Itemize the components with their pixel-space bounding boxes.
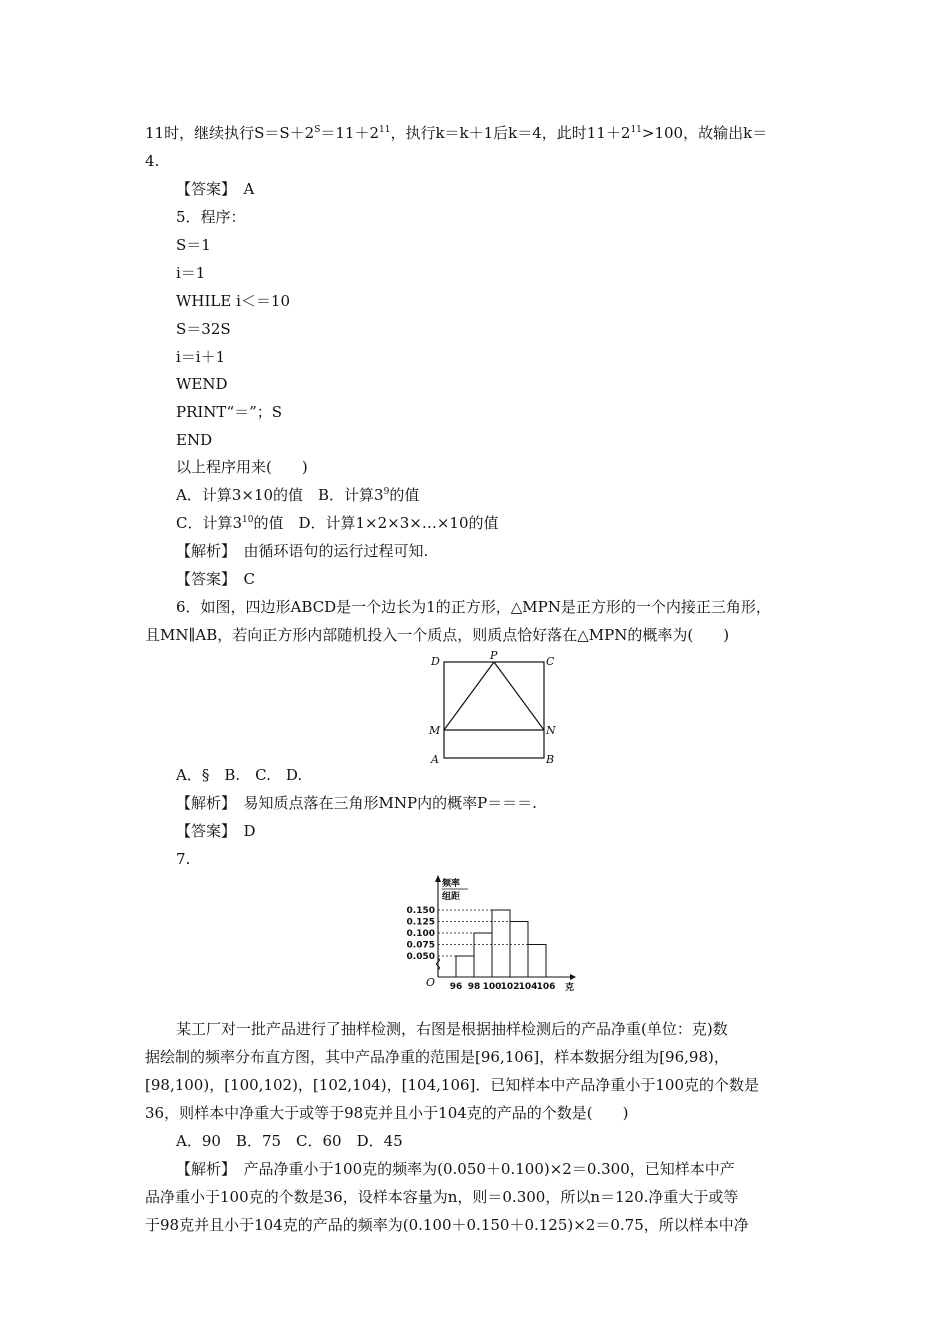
code-line: PRINT“＝”；S [176,403,283,421]
code-line: S＝1 [176,236,211,254]
text: ，执行k＝k＋1后k＝4，此时11＋2 [390,124,631,142]
square-triangle-figure [420,648,560,768]
question-7-para-2: 据绘制的频率分布直方图，其中产品净重的范围是[96,106]，样本数据分组为[96,98)， [145,1048,729,1066]
y-tick-label: 0.150 [406,906,435,916]
text: C．计算3 [176,514,243,532]
x-tick-label: 100 [482,982,502,992]
label-p: P [490,649,498,662]
y-tick-label: 0.050 [406,952,435,962]
line-continuation [145,123,767,146]
analysis-6: 【解析】 易知质点落在三角形MNP内的概率P＝＝＝. [176,794,537,812]
origin-label: O [426,976,436,989]
answer-4: 【答案】 A [176,180,255,198]
question-5-options-ab [176,485,419,508]
xlabel: 克 [565,983,575,993]
text: 的值 D．计算1×2×3×…×10的值 [253,514,499,532]
sup: 10 [242,515,254,525]
code-line: END [176,431,213,449]
code-line: WHILE i＜＝10 [176,292,290,310]
code-line: S＝32S [176,320,231,338]
label-b: B [546,753,555,766]
code-line: i＝i＋1 [176,348,226,366]
question-6-options: A．§ B. C. D. [176,766,303,784]
sup: S [314,125,321,135]
analysis-5: 【解析】 由循环语句的运行过程可知. [176,542,429,560]
segment-pn [494,662,544,730]
question-7-title: 7. [176,850,191,868]
x-axis-arrow [570,974,576,980]
line-continuation-2: 4. [145,152,160,170]
question-7-para-4: 36，则样本中净重大于或等于98克并且小于104克的产品的个数是( ) [145,1104,629,1122]
ylabel-bottom: 组距 [442,892,461,902]
sup: 11 [630,125,642,135]
sup: 9 [383,487,390,497]
histogram-bar [492,910,510,977]
histogram-bar [456,956,474,977]
analysis-7-line-2: 品净重小于100克的个数是36，设样本容量为n，则＝0.300，所以n＝120.净重大于或等 [145,1188,739,1206]
code-line: i＝1 [176,264,206,282]
ylabel-top: 频率 [442,879,461,889]
text: >100，故输出k＝ [641,124,768,142]
y-tick-label: 0.075 [406,940,435,951]
label-c: C [546,655,555,668]
question-5-title: 5．程序： [176,208,246,226]
y-axis-arrow [435,875,441,882]
text: 11时，继续执行S＝S＋2 [145,124,315,142]
histogram-chart [400,872,580,992]
x-tick-label: 104 [518,982,538,992]
analysis-7-line-3: 于98克并且小于104克的产品的频率为(0.100＋0.150＋0.125)×2＝0.75，所以样本中净 [145,1216,749,1234]
code-line: WEND [176,375,228,393]
question-6-line-2: 且MN∥AB，若向正方形内部随机投入一个质点，则质点恰好落在△MPN的概率为( ) [145,626,730,644]
question-6-line-1: 6．如图，四边形ABCD是一个边长为1的正方形，△MPN是正方形的一个内接正三角形， [176,598,771,616]
text: 的值 [389,486,420,504]
y-tick-label: 0.125 [406,917,435,928]
x-tick-label: 98 [467,982,481,992]
question-7-para-1: 某工厂对一批产品进行了抽样检测，右图是根据抽样检测后的产品净重(单位：克)数 [176,1020,728,1038]
label-d: D [431,655,440,668]
text: ＝11＋2 [320,124,379,142]
question-7-para-3: [98,100)，[100,102)，[102,104)，[104,106]．已知样本中产品净重小于100克的个数是 [145,1076,760,1094]
segment-mp [444,662,494,730]
y-tick-label: 0.100 [406,929,435,939]
x-tick-label: 102 [500,982,520,992]
x-tick-label: 96 [449,982,463,992]
question-5-stem: 以上程序用来( ) [176,458,308,476]
histogram-bar [474,933,492,977]
sup: 11 [379,125,391,135]
question-5-options-cd [176,513,499,536]
question-7-options: A．90 B．75 C．60 D．45 [176,1132,403,1150]
histogram-bar [510,922,528,978]
label-a: A [431,753,439,766]
label-n: N [546,724,556,737]
analysis-7-line-1: 【解析】 产品净重小于100克的频率为(0.050＋0.100)×2＝0.300，已知样本中产 [176,1160,735,1178]
answer-6: 【答案】 D [176,822,256,840]
text: A．计算3×10的值 B．计算3 [176,486,384,504]
x-tick-label: 106 [536,982,556,992]
histogram-bar [528,945,546,978]
label-m: M [429,724,441,737]
histogram-figure [400,872,580,992]
answer-5: 【答案】 C [176,570,255,588]
